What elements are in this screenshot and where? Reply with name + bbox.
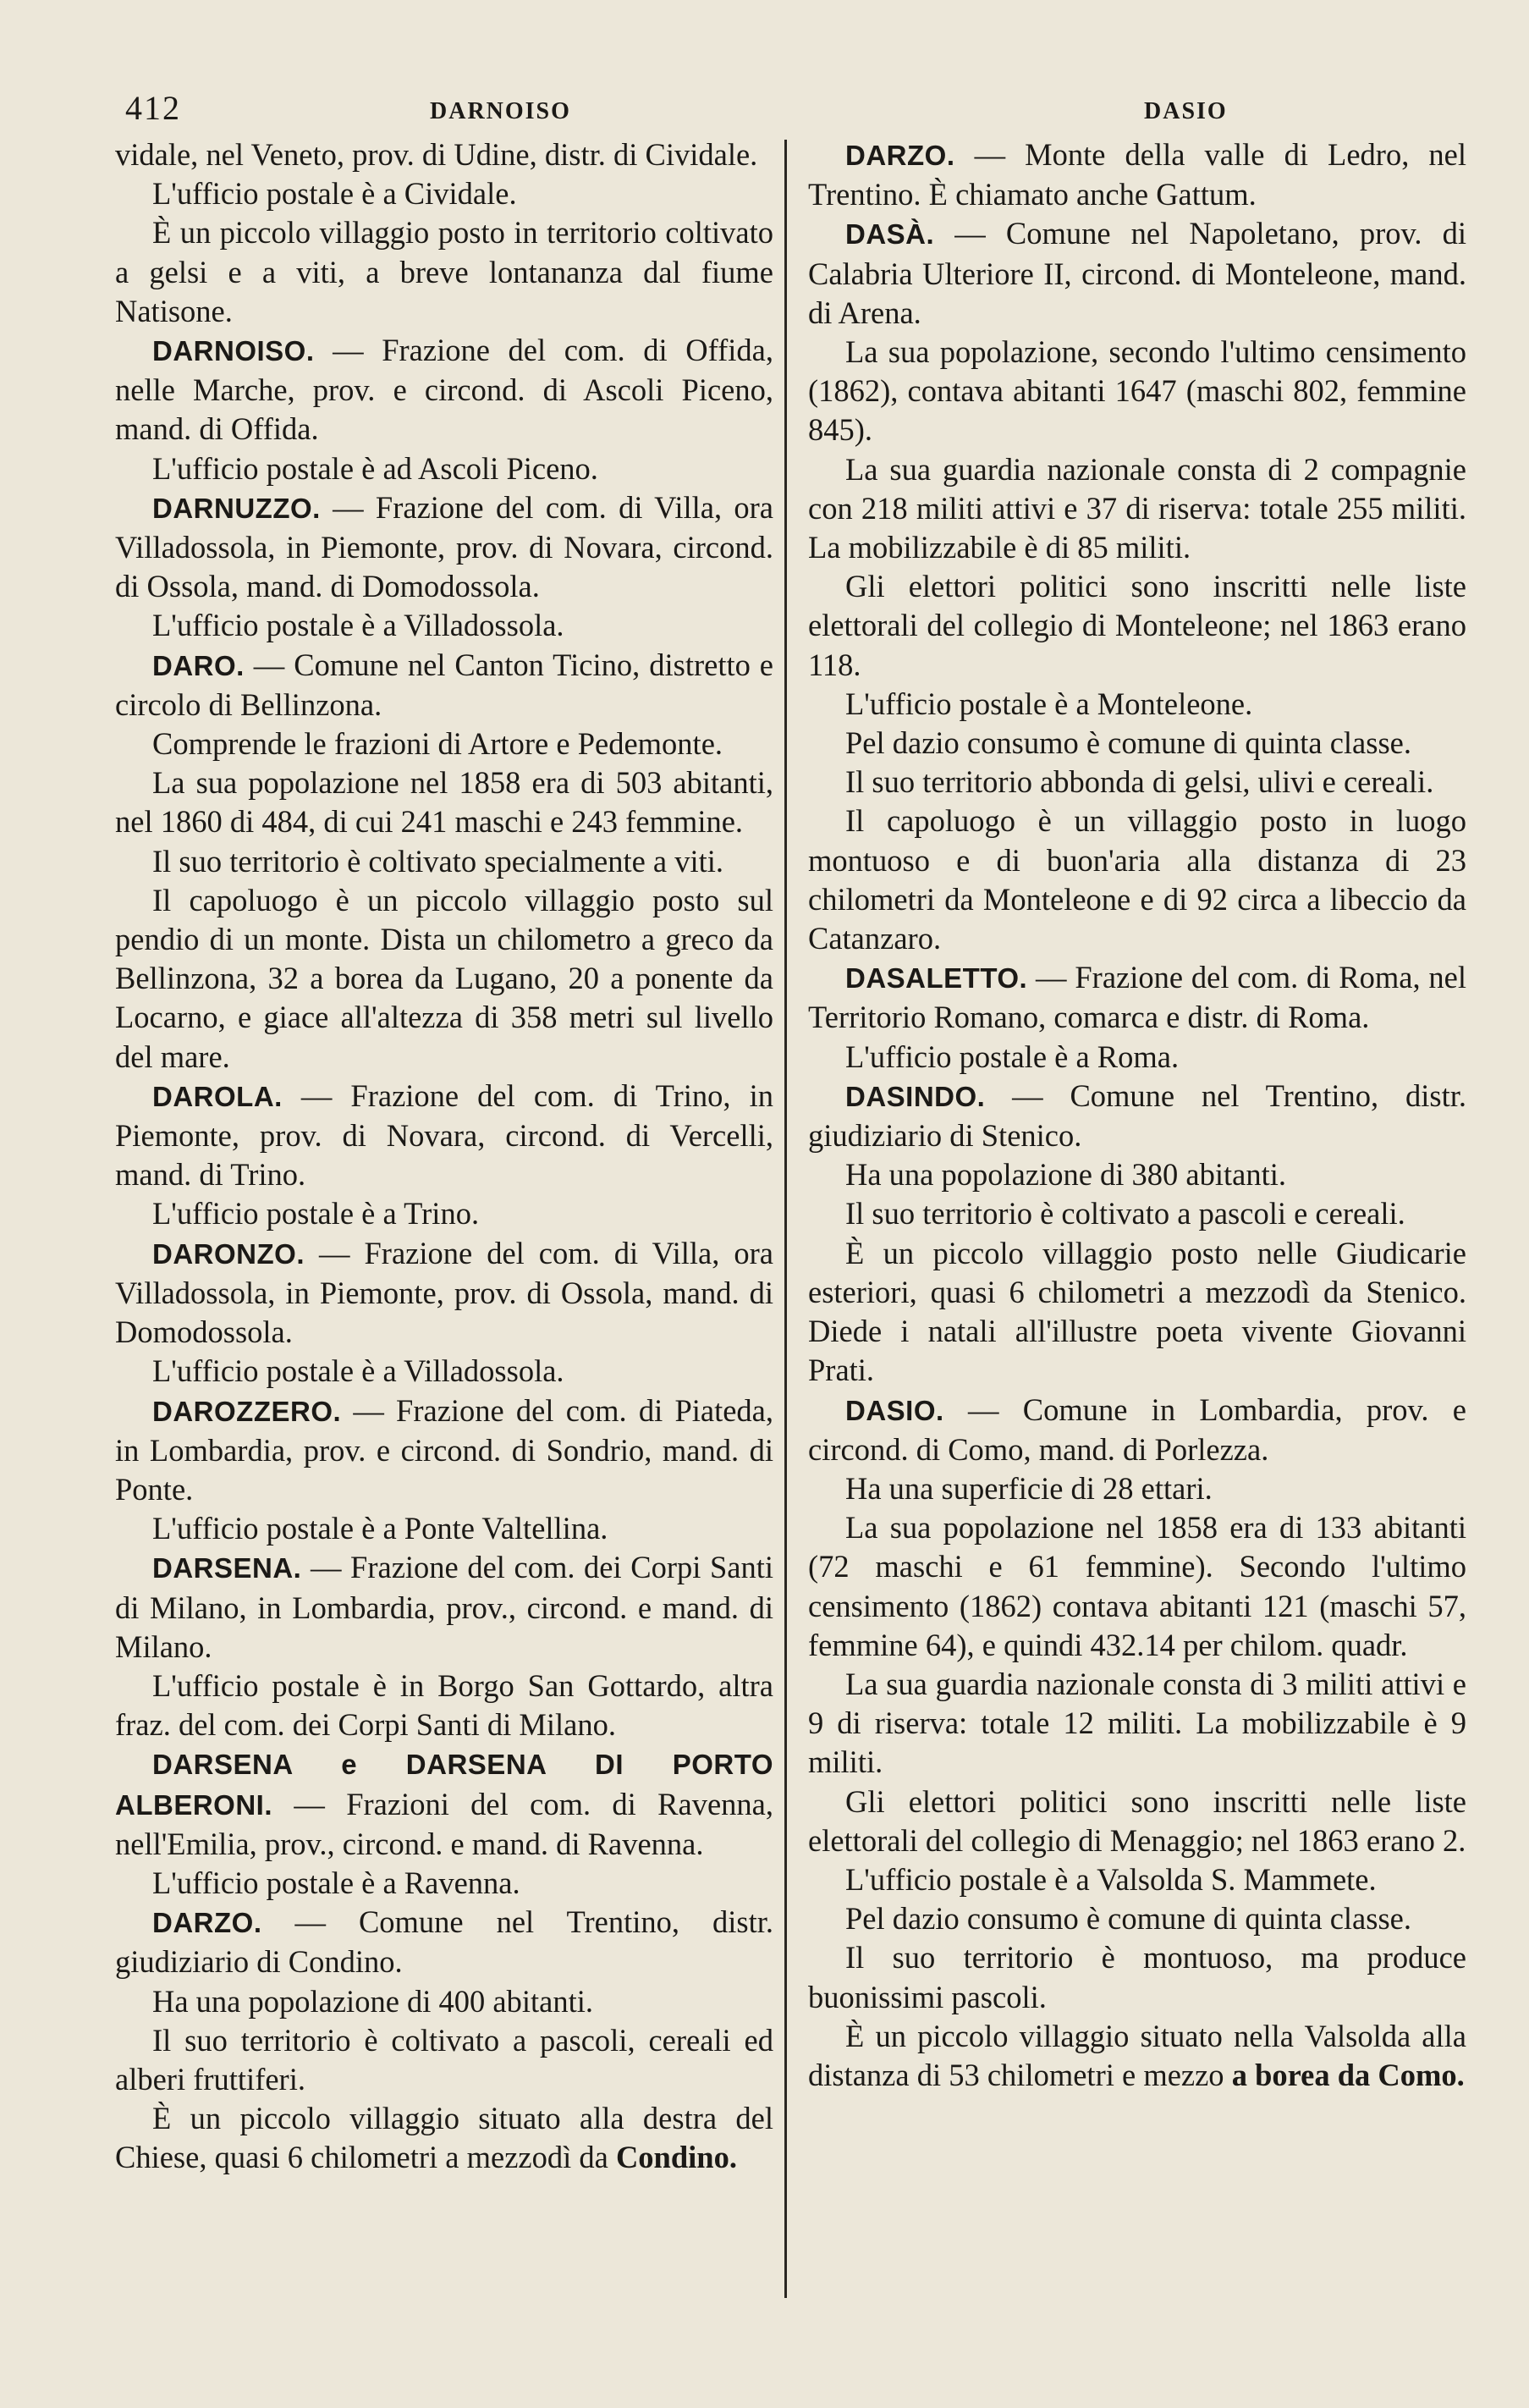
paragraph: Pel dazio consumo è comune di quinta classe. (845, 1901, 1411, 1937)
entry-headword: DARONZO. (152, 1237, 305, 1270)
bold-tail: Condino. (615, 2140, 737, 2175)
dictionary-entry (808, 1077, 1466, 1155)
paragraph: È un piccolo villaggio posto in territorio coltivato a gelsi e a viti, a breve lontananza dal fiume Natisone. (115, 215, 773, 328)
dictionary-entry (808, 214, 1466, 333)
paragraph: vidale, nel Veneto, prov. di Udine, distr. di Cividale. (115, 137, 758, 172)
entry-text: — Frazione del com. di Piateda, in Lombardia, prov. e circond. di Sondrio, mand. di Ponte. (115, 1392, 773, 1507)
paragraph: È un piccolo villaggio situato alla destra del Chiese, quasi 6 chilometri a mezzodì da Condino. (115, 2101, 773, 2175)
entry-headword: DASIO. (845, 1394, 944, 1426)
entry-headword: DASALETTO. (845, 962, 1028, 995)
paragraph: Ha una popolazione di 400 abitanti. (152, 1983, 593, 2019)
left-column (115, 135, 773, 2178)
entry-headword: DASINDO. (845, 1080, 986, 1112)
paragraph: L'ufficio postale è ad Ascoli Piceno. (152, 450, 598, 486)
dictionary-entry (115, 1391, 773, 1510)
running-head-right: DASIO (1144, 98, 1228, 124)
dictionary-entry (115, 1548, 773, 1667)
entry-headword: DARZO. (152, 1907, 262, 1939)
paragraph: L'ufficio postale è a Villadossola. (152, 608, 564, 643)
dictionary-entry (808, 958, 1466, 1037)
running-head-left: DARNOISO (430, 98, 571, 124)
paragraph: Il suo territorio è montuoso, ma produce buonissimi pascoli. (808, 1940, 1466, 2014)
entry-text: — Comune in Lombardia, prov. e circond. di Como, mand. di Porlezza. (808, 1391, 1466, 1467)
dictionary-entry (115, 1744, 773, 1864)
entry-text: — Frazione del com. di Villa, ora Villadossola, in Piemonte, prov. di Ossola, mand. di Domodossola. (115, 1235, 773, 1350)
entry-text: — Frazione del com. di Villa, ora Villadossola, in Piemonte, prov. di Novara, circond. di Ossola, mand. di Domodossola. (115, 489, 773, 604)
entry-text: — Frazione del com. di Roma, nel Territorio Romano, comarca e distr. di Roma. (808, 960, 1466, 1035)
dictionary-entry (115, 331, 773, 449)
entry-headword: DARO. (152, 649, 245, 681)
paragraph: L'ufficio postale è a Roma. (845, 1039, 1180, 1074)
entry-headword: DARNUZZO. (152, 492, 321, 524)
entry-text: — Frazione del com. di Trino, in Piemonte, prov. di Novara, circond. di Vercelli, mand. di Trino. (115, 1077, 773, 1193)
paragraph: Il suo territorio abbonda di gelsi, ulivi e cereali. (845, 764, 1434, 800)
paragraph: Il suo territorio è coltivato specialmente a viti. (152, 843, 724, 879)
entry-text: — Comune nel Trentino, distr. giudiziario di Condino. (115, 1904, 773, 1980)
paragraph: L'ufficio postale è a Monteleone. (845, 686, 1253, 721)
paragraph: La sua guardia nazionale consta di 2 compagnie con 218 militi attivi e 37 di riserva: totale 255 militi. La mobilizzabile è di 85 militi. (808, 451, 1466, 565)
bold-tail: a borea da Como. (1231, 2057, 1465, 2092)
paragraph: Gli elettori politici sono inscritti nelle liste elettorali del collegio di Menaggio; nel 1863 erano 2. (808, 1783, 1466, 1858)
dictionary-entry (115, 1234, 773, 1353)
paragraph: L'ufficio postale è a Villadossola. (152, 1353, 564, 1389)
paragraph: L'ufficio postale è a Ravenna. (152, 1865, 520, 1900)
paragraph: La sua popolazione nel 1858 era di 503 abitanti, nel 1860 di 484, di cui 241 maschi e 243 femmine. (115, 765, 773, 840)
paragraph: Pel dazio consumo è comune di quinta classe. (845, 725, 1411, 761)
entry-headword: DAROLA. (152, 1080, 283, 1112)
paragraph: L'ufficio postale è in Borgo San Gottardo, altra fraz. del com. dei Corpi Santi di Milano. (115, 1667, 773, 1743)
paragraph: Ha una superficie di 28 ettari. (845, 1470, 1213, 1506)
dictionary-entry (808, 135, 1466, 214)
dictionary-entry (808, 1391, 1466, 1469)
entry-text: — Monte della valle di Ledro, nel Trentino. È chiamato anche Gattum. (808, 137, 1466, 212)
dictionary-entry (115, 646, 773, 725)
entry-headword: DARNOISO. (152, 335, 315, 367)
paragraph: La sua guardia nazionale consta di 3 militi attivi e 9 di riserva: totale 12 militi. La mobilizzabile è 9 militi. (808, 1666, 1466, 1780)
dictionary-entry (115, 1903, 773, 1981)
entry-headword: DARZO. (845, 140, 955, 171)
entry-text: — Frazione del com. di Offida, nelle Marche, prov. e circond. di Ascoli Piceno, mand. di Offida. (115, 333, 773, 447)
paragraph: Il capoluogo è un villaggio posto in luogo montuoso e di buon'aria alla distanza di 23 chilometri da Monteleone e di 92 circa a libeccio da Catanzaro. (808, 803, 1466, 956)
column-divider (784, 140, 787, 2298)
entry-headword: DAROZZERO. (152, 1395, 342, 1427)
entry-text: — Frazione del com. dei Corpi Santi di Milano, in Lombardia, prov., circond. e mand. di Milano. (115, 1550, 773, 1664)
paragraph: Ha una popolazione di 380 abitanti. (845, 1157, 1286, 1193)
entry-text: — Frazioni del com. di Ravenna, nell'Emilia, prov., circond. e mand. di Ravenna. (115, 1786, 773, 1861)
paragraph: Gli elettori politici sono inscritti nelle liste elettorali del collegio di Monteleone; nel 1863 erano 118. (808, 569, 1466, 682)
paragraph: Il capoluogo è un piccolo villaggio posto sul pendio di un monte. Dista un chilometro a greco da Bellinzona, 32 a borea da Lugano, 20 a ponente da Locarno, e giace all'altezza di 358 metri sul livello del mare. (115, 882, 773, 1074)
dictionary-entry (115, 488, 773, 607)
entry-text: — Comune nel Trentino, distr. giudiziario di Stenico. (808, 1077, 1466, 1154)
dictionary-entry (115, 1077, 773, 1195)
entry-text: — Comune nel Napoletano, prov. di Calabria Ulteriore II, circond. di Monteleone, mand. di Arena. (808, 216, 1466, 330)
paragraph: È un piccolo villaggio posto nelle Giudicarie esteriori, quasi 6 chilometri a mezzodì da Stenico. Diede i natali all'illustre poeta vivente Giovanni Prati. (808, 1235, 1466, 1388)
right-column (808, 135, 1466, 2095)
paragraph: L'ufficio postale è a Trino. (152, 1196, 480, 1232)
paragraph: Comprende le frazioni di Artore e Pedemonte. (152, 726, 723, 762)
paragraph: La sua popolazione, secondo l'ultimo censimento (1862), contava abitanti 1647 (maschi 802, femmine 845). (808, 334, 1466, 448)
paragraph: L'ufficio postale è a Ponte Valtellina. (152, 1511, 608, 1546)
paragraph: L'ufficio postale è a Valsolda S. Mammete. (845, 1861, 1377, 1897)
page-number: 412 (125, 89, 181, 127)
entry-text: — Comune nel Canton Ticino, distretto e circolo di Bellinzona. (115, 647, 773, 722)
entry-headword: DASÀ. (845, 218, 935, 251)
paragraph: L'ufficio postale è a Cividale. (152, 176, 517, 212)
entry-headword: DARSENA e DARSENA DI PORTO ALBERONI. (115, 1749, 773, 1821)
paragraph: È un piccolo villaggio situato nella Valsolda alla distanza di 53 chilometri e mezzo a borea da Como. (808, 2018, 1466, 2092)
paragraph: Il suo territorio è coltivato a pascoli, cereali ed alberi fruttiferi. (115, 2022, 773, 2097)
entry-headword: DARSENA. (152, 1552, 302, 1584)
paragraph: La sua popolazione nel 1858 era di 133 abitanti (72 maschi e 61 femmine). Secondo l'ultimo censimento (1862) contava abitanti 121 (maschi 57, femmine 64), e quindi 432.14 per chilom. quadr. (808, 1510, 1466, 1662)
paragraph: Il suo territorio è coltivato a pascoli e cereali. (845, 1196, 1405, 1232)
